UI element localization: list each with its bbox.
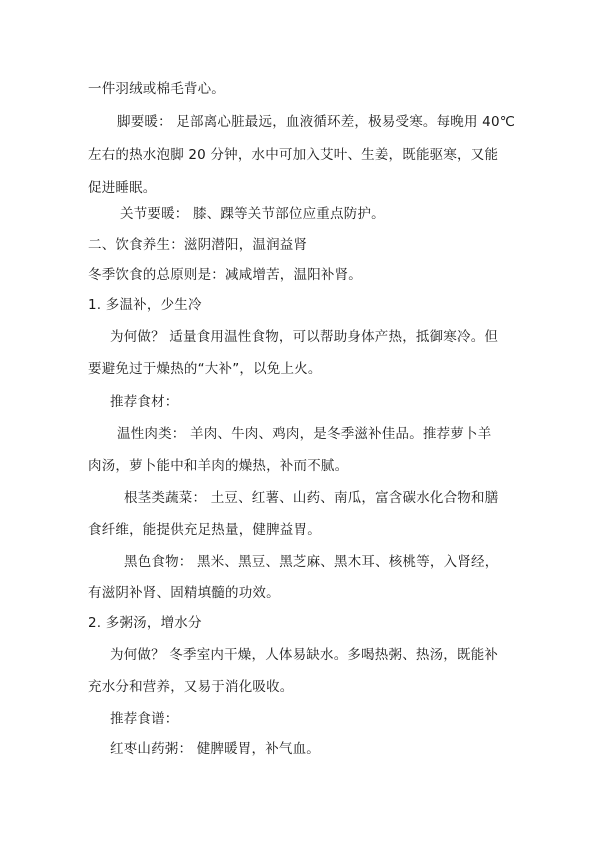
text-line-joints-warm: 关节要暖： 膝、踝等关节部位应重点防护。	[120, 206, 385, 222]
text-line-root-veg-cont: 食纤维，能提供充足热量，健脾益胃。	[88, 522, 321, 538]
text-line-why-soup: 为何做？ 冬季室内干燥，人体易缺水。多喝热粥、热汤，既能补	[110, 647, 499, 663]
text-line-warm-meat: 温性肉类： 羊肉、牛肉、鸡肉，是冬季滋补佳品。推荐萝卜羊	[117, 426, 492, 442]
text-line-black-foods: 黑色食物： 黑米、黑豆、黑芝麻、黑木耳、核桃等，入肾经，	[124, 554, 499, 570]
subheading-porridge-soup: 2. 多粥汤，增水分	[88, 615, 202, 631]
section-heading-diet: 二、饮食养生：滋阴潜阳，温润益肾	[88, 237, 308, 253]
text-line-jujube-yam-porridge: 红枣山药粥： 健脾暖胃，补气血。	[110, 741, 320, 757]
text-line-why-soup-cont: 充水分和营养，又易于消化吸收。	[88, 679, 294, 695]
text-line-warm-meat-cont: 肉汤，萝卜能中和羊肉的燥热，补而不腻。	[88, 458, 349, 474]
text-line-feet-warm-cont2: 促进睡眠。	[88, 180, 157, 196]
label-recommended-foods: 推荐食材：	[110, 394, 179, 410]
text-line-root-veg: 根茎类蔬菜： 土豆、红薯、山药、南瓜，富含碳水化合物和膳	[124, 490, 499, 506]
text-line-vest: 一件羽绒或棉毛背心。	[88, 81, 225, 97]
text-line-black-foods-cont: 有滋阴补肾、固精填髓的功效。	[88, 585, 280, 601]
text-line-why-warm-cont: 要避免过于燥热的“大补”，以免上火。	[88, 361, 322, 377]
label-recommended-recipes: 推荐食谱：	[110, 711, 179, 727]
text-line-diet-principle: 冬季饮食的总原则是：减咸增苦，温阳补肾。	[88, 267, 362, 283]
subheading-warm-tonic: 1. 多温补，少生冷	[88, 297, 202, 313]
text-line-feet-warm-heading: 脚要暖： 足部离心脏最远，血液循环差，极易受寒。每晚用 40℃	[117, 114, 516, 130]
text-line-feet-warm-cont1: 左右的热水泡脚 20 分钟，水中可加入艾叶、生姜，既能驱寒，又能	[88, 147, 499, 163]
text-line-why-warm: 为何做？ 适量食用温性食物，可以帮助身体产热，抵御寒冷。但	[110, 329, 499, 345]
